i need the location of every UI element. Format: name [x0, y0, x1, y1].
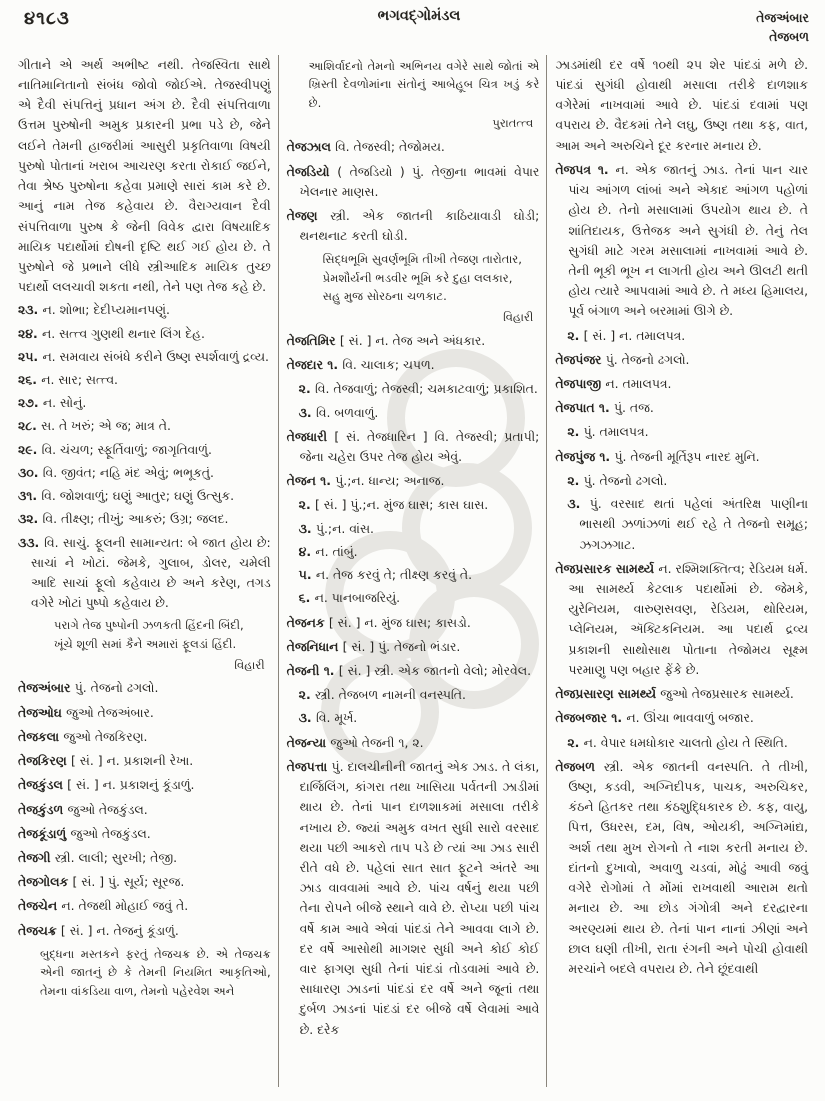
dictionary-entry: તેજગોલક [ સં. ] પું. સૂર્ય; સૂરજ. [18, 874, 185, 890]
dictionary-entry: તેજપંજર પું. તેજનો ઢગલો. [555, 351, 690, 367]
source-attribution: વિહારી [234, 657, 265, 672]
dictionary-entry: તેજપત્ર ૧. ન. એક જાતનું ઝાડ. તેનાં પાન ચાર પાંચ આંગળ લાંબાં અને એકાદ આંગળ પહોળાં હોય છે. તેનો મસાલામાં ઉપયોગ થાય છે. તે શાંતિદાયક, ઉત્તેજક અને સુગંધી છે. તેનું તેલ સુગંધી માટે ગરમ મસાલામાં નાખવામાં આવે છે. તેની ભૂકી ભૂખ ન લાગતી હોય અને ઊલટી થતી હોય ત્યારે આપવામાં આવે છે. તે મધ્ય હિમાલય, પૂર્વ બંગાળ અને બરમામાં ઊગે છે. [555, 161, 809, 319]
headword: તેજન્યા [286, 734, 331, 750]
dictionary-entry: તેજકલા જુઓ તેજકિરણ. [18, 728, 148, 744]
headword: ૪. [298, 543, 316, 559]
dictionary-entry: તેજણ સ્ત્રી. એક જાતની કાઠિયાવાડી ઘોડી; થનથનાટ કરતી ઘોડી. [286, 207, 540, 244]
sense-item: ૨. સ્ત્રી. તેજબળ નામની વનસ્પતિ. [298, 687, 466, 703]
sense-item: ૫. ન. તેજ કરવું તે; તીક્ષ્ણ કરવું તે. [298, 567, 473, 583]
sense-item: ૨. વિ. તેજવાળું; તેજસ્વી; ચમકાટવાળું; પ્રકાશિત. [298, 381, 538, 397]
text-columns [10, 55, 815, 1087]
dictionary-entry: તેજપુંજ ૧. પું. તેજની મૂર્તિરૂપ નારદ મુનિ. [555, 448, 760, 464]
numbered-sense: ૨૫. ન. સમવાય સંબંધે કરીને ઉષ્ણ સ્પર્શવાળું દ્રવ્ય. [18, 348, 269, 364]
headword: તેજઝાલ [286, 139, 336, 155]
headword: ૨૪. [18, 325, 42, 341]
headword: તેજકુંડલ [18, 777, 68, 793]
column-3 [546, 55, 815, 1087]
dictionary-entry: તેજકિરણ [ સં. ] ન. પ્રકાશની રેખા. [18, 753, 194, 769]
column-2 [278, 55, 547, 1087]
headword: તેજપ્રસારણ સામર્થ્ય [555, 686, 661, 702]
headword: તેજપત્ર ૧. [555, 161, 616, 177]
headword: તેજધારી [286, 428, 335, 444]
headword: ૩૨. [18, 511, 43, 527]
dictionary-entry: તેજદાર ૧. વિ. ચાલાક; ચપળ. [286, 357, 435, 373]
body-paragraph: ઝાડમાંથી દર વર્ષે ૧૦થી ૨૫ શેર પાંદડાં મળે છે. પાંદડાં સુગંધી હોવાથી મસાલા તરીકે દાળશાક વગેરેમાં નાખવામાં આવે છે. પાંદડાં દવામાં પણ વપરાય છે. વૈદકમાં તેને લઘુ, ઉષ્ણ તથા કફ, વાત, આમ અને અરુચિને દૂર કરનાર મનાય છે. [555, 56, 809, 153]
headword: ૨. [567, 472, 584, 488]
headword: ૨. [567, 424, 584, 440]
headword: તેજપાત ૧. [555, 400, 614, 416]
dictionary-entry: તેજધારી [ સં. તેજધારિન ] વિ. તેજસ્વી; પ્રતાપી; જેના ચહેરા ઉપર તેજ હોય એવું. [286, 428, 540, 464]
dictionary-entry: તેજનક [ સં. ] ન. મુંજ ઘાસ; કાસડો. [286, 614, 471, 630]
numbered-sense: ૩૦. વિ. જીવંત; નહિ મંદ એવું; ભભૂકતું. [18, 464, 214, 480]
source-attribution: વિહારી [503, 310, 534, 325]
numbered-sense: ૨૮. સ. તે ખરું; એ જ; માત્ર તે. [18, 418, 171, 434]
headword: તેજપત્તા [286, 758, 332, 774]
sense-item: ૨. ન. વેપાર ધમધોકાર ચાલતો હોય તે સ્થિતિ. [567, 734, 788, 750]
headword: ૨૯. [18, 441, 42, 457]
headword: ૩. [567, 496, 590, 512]
dictionary-entry: તેજન ૧. પું.;ન. ધાન્ય; અનાજ. [286, 473, 445, 489]
sense-item: ૪. ન. તાંબું. [298, 543, 358, 559]
dictionary-entry: તેજકૂંડાળું જુઓ તેજકુંડલ. [18, 825, 151, 841]
headword: તેજપુંજ ૧. [555, 448, 615, 464]
numbered-sense: ૨૭. ન. સોનું. [18, 395, 87, 411]
sense-item: ૨. [ સં. ] ન. તમાલપત્ર. [567, 327, 686, 343]
headword: ૨. [567, 734, 584, 750]
citation-quote: આશિર્વાદનો તેમનો અભિનય વગેરે સાથે જોતાં એ ખ્રિસ્તી દેવળોમાંના સંતોનું આબેહૂબ ચિત્ર ખડું કરે છે. [308, 58, 540, 110]
headword: તેજકૂંડાળું [18, 825, 71, 841]
dictionary-entry: તેજપ્રસારણ સામર્થ્ય જુઓ તેજપ્રસારક સામર્થ્ય. [555, 686, 794, 702]
headword: ૨. [298, 381, 315, 397]
headword: તેજપાજી [555, 376, 606, 392]
headword: તેજઅંબાર [18, 680, 75, 696]
headword: ૨૬. [18, 372, 42, 388]
guide-word-top: તેજઅંબાર [756, 10, 809, 25]
headword: ૩૧. [18, 488, 42, 504]
guide-word-bottom: તેજબળ [769, 29, 809, 45]
body-paragraph: ગીતાને એ અર્થ અભીષ્ટ નથી. તેજસ્વિતા સાથે નાતિમાનિતાનો સંબંધ જોવો જોઈએ. તેજસ્વીપણું એ દૈવી સંપત્તિનું પ્રધાન અંગ છે. દૈવી સંપત્તિવાળા ઉત્તમ પુરુષોની અમુક પ્રકારની પ્રભા પડે છે, જેને લઈને તેમની હાજરીમાં આસુરી પ્રકૃતિવાળા વિષયી પુરુષો પોતાનાં ખરાબ આચરણ કરતા રોકાઈ જઈને, તેવા શ્રેષ્ઠ પુરુષોના કહેવા પ્રમાણે સારાં કામ કરે છે. આનું નામ તેજ કહેવાય છે. વૈરાગ્યવાન દૈવી સંપત્તિવાળા પુરુષ કે જેની વિવેક દ્વારા વિષયાદિક માયિક પદાર્થોમાં દોષની દૃષ્ટિ થઈ ગઈ હોય છે. તે પુરુષોને જે પ્રભાને લીધે સ્ત્રીઆદિક માયિક તુચ્છ પદાર્થો લલચાવી શકતા નથી, તેને પણ તેજ કહે છે. [18, 56, 271, 295]
headword: ૩. [298, 404, 316, 420]
headword: ૨૩. [18, 302, 43, 318]
dictionary-entry: તેજઝાલ વિ. તેજસ્વી; તેજોમય. [286, 139, 445, 155]
source-attribution: પુરાતત્ત્વ [492, 116, 534, 131]
dictionary-entry: તેજન્યા જુઓ તેજની ૧, ૨. [286, 734, 424, 750]
dictionary-entry: તેજની ૧. [ સં. ] સ્ત્રી. એક જાતનો વેલો; મોરવેલ. [286, 662, 532, 678]
numbered-sense: ૩૧. વિ. જોશવાળું; ઘણું આતુર; ઘણું ઉત્સુક. [18, 488, 235, 504]
dictionary-entry: તેજતિમિર [ સં. ] ન. તેજ અને અંધકાર. [286, 332, 486, 348]
verse-lines: પરાગે તેજ પુષ્પોની ઝળકતી હિંદની બિંદી, ખૂંચે શૂળી સમાં કૈને અમારાં ફૂલડાં હિંદી. [54, 618, 244, 651]
headword: ૨. [298, 497, 315, 513]
sense-item: ૨. પું. તમાલપત્ર. [567, 424, 649, 440]
headword: તેજચેન [18, 898, 62, 914]
headword: તેજબળ [555, 758, 604, 774]
numbered-sense: ૨૯. વિ. ચંચળ; સ્ફૂર્તિવાળું; જાગૃતિવાળું. [18, 441, 212, 457]
dictionary-entry: તેજકુંડલ [ સં. ] ન. પ્રકાશનું કૂંડાળું. [18, 777, 195, 793]
headword: તેજપંજર [555, 351, 606, 367]
dictionary-entry: તેજઓઘ જુઓ તેજઅંબાર. [18, 704, 154, 720]
dictionary-entry: તેજબળ સ્ત્રી. એક જાતની વનસ્પતિ. તે તીખી, ઉષ્ણ, કડવી, અગ્નિદીપક, પાચક, અરુચિકર, કંઠને હિતકર તથા કંઠશુદ્ધિકારક છે. કફ, વાયુ, પિત્ત, ઉધરસ, દમ, વિષ, ઓયકી, અગ્નિમાંદ્ય, અર્શ તથા મુખ રોગનો તે નાશ કરતી મનાય છે. દાંતનો દુખાવો, અવાળુ ચડવાં, મોઢું આવી જવું વગેરે રોગોમાં તે મોંમાં રાખવાથી આરામ થતો મનાય છે. આ છોડ ગંગોત્રી અને દરદ્વારના અરણ્યમાં થાય છે. તેનાં પાન નાનાં ઝીણાં અને છાલ ઘણી તીખી, રાતા રંગની અને પોચી હોવાથી મરચાંને બદલે વપરાય છે. તેને છૂંદવાથી [555, 758, 809, 976]
headword: તેજનક [286, 614, 329, 630]
sense-item: ૬. ન. પાનબાજરિયું. [298, 590, 401, 606]
dictionary-entry: તેજચક્ર [ સં. ] ન. તેજનું કૂંડાળું. [18, 922, 179, 938]
sense-item: ૩. વિ. બળવાળું. [298, 404, 379, 420]
headword: તેજકુંડળ [18, 801, 68, 817]
headword: તેજદાર ૧. [286, 357, 343, 373]
headword: તેજડિયો [286, 163, 338, 179]
page-number: ૪૧૮૩ [24, 8, 70, 29]
headword: ૩. [298, 520, 316, 536]
headword: ૩૦. [18, 464, 43, 480]
dictionary-entry: તેજપત્તા પું. દાલચીનીની જાતનું એક ઝાડ. તે લંકા, દાર્જિલિંગ, કાંગરા તથા ખાસિયા પર્વતની ઝાડીમાં થાય છે. તેનાં પાન દાળશાકમાં મસાલા તરીકે નખાય છે. જ્યાં અમુક વખત સુધી સારો વરસાદ થયા પછી આકરો તાપ પડે છે ત્યાં આ ઝાડ સારી રીતે વધે છે. પહેલાં સાત સાત ફૂટને અંતરે આ ઝાડ વાવવામાં આવે છે. પાંચ વર્ષનું થયા પછી તેના રોપને બીજે સ્થાને વાવે છે. રોપ્યા પછી પાંચ વર્ષે કામ આવે એવાં પાંદડાં તેને આવવા લાગે છે. દર વર્ષે આસોથી માગશર સુધી અને કોઈ કોઈ વાર ફાગણ સુધી તેનાં પાંદડાં તોડવામાં આવે છે. સાધારણ ઝાડનાં પાંદડાં દર વર્ષે અને જૂનાં તથા દુર્બળ ઝાડનાં પાંદડાં દર બીજે વર્ષે લેવામાં આવે છે. દરેક [286, 758, 540, 1037]
headword: ૨૭. [18, 395, 43, 411]
headword: તેજબજાર ૧. [555, 710, 627, 726]
book-title: ભગવદ્ગોમંડલ [377, 8, 461, 24]
dictionary-entry: તેજકુંડળ જુઓ તેજકુંડલ. [18, 801, 148, 817]
sense-item: ૨. પું. તેજનો ઢગલો. [567, 472, 668, 488]
column-1 [10, 55, 278, 1087]
guide-words [756, 8, 809, 47]
dictionary-entry: તેજડિયો ( તેજડિયો ) પું. તેજીના ભાવમાં વેપાર ખેલનાર માણસ. [286, 163, 540, 199]
headword: તેજકલા [18, 728, 64, 744]
headword: તેજતિમિર [286, 332, 340, 348]
verse-lines: સિદ્ધભૂમિ સુવર્ણભૂમિ તીખી તેજણ તારોતાર, પ્રેમશૌર્યની ભડવીર ભૂમિ કરે દુહા લલકાર, સહુ મુજ સોરઠના ચળકાટ. [322, 252, 522, 304]
headword: તેજગી [18, 849, 55, 865]
headword: ૫. [298, 567, 316, 583]
citation-quote: બુદ્ધના મસ્તકને ફરતું તેજચક્ર છે. એ તેજચક્ર એની જાતનું છે કે તેમની નિયમિત આકૃતિઓ, તેમના વાંકડિયા વાળ, તેમનો પહેરવેશ અને [40, 946, 271, 998]
headword: ૨૮. [18, 418, 42, 434]
numbered-sense: ૩૨. વિ. તીક્ષ્ણ; તીખું; આકરું; ઉગ્ર; જલદ. [18, 511, 229, 527]
dictionary-entry: તેજપાત ૧. પું. તજ. [555, 400, 654, 416]
headword: તેજન ૧. [286, 473, 336, 489]
dictionary-entry: તેજઅંબાર પું. તેજનો ઢગલો. [18, 680, 159, 696]
numbered-sense: ૨૪. ન. સત્ત્વ ગુણથી થનાર લિંગ દેહ. [18, 325, 205, 341]
page-header [10, 6, 815, 47]
headword: ૨. [298, 687, 315, 703]
dictionary-entry: તેજચેન ન. તેજથી મોહાઈ જવું તે. [18, 898, 189, 914]
headword: તેજગોલક [18, 874, 73, 890]
headword: તેજકિરણ [18, 753, 72, 769]
headword: તેજચક્ર [18, 922, 61, 938]
numbered-sense: ૨૩. ન. શોભા; દેદીપ્યમાનપણું. [18, 302, 170, 318]
sense-item: ૨. [ સં. ] પું.;ન. મુંજ ઘાસ; કાસ ઘાસ. [298, 497, 489, 513]
headword: તેજઓઘ [18, 704, 67, 720]
headword: તેજની ૧. [286, 662, 339, 678]
dictionary-entry: તેજપાજી ન. તમાલપત્ર. [555, 376, 672, 392]
headword: તેજનિધાન [286, 638, 343, 654]
sense-item: ૩. વિ. મૂર્ખ. [298, 710, 358, 726]
dictionary-entry: તેજબજાર ૧. ન. ઊંચા ભાવવાળું બજાર. [555, 710, 754, 726]
headword: તેજણ [286, 207, 331, 223]
dictionary-entry: તેજગી સ્ત્રી. લાલી; સુરખી; તેજી. [18, 849, 178, 865]
headword: ૨. [567, 327, 584, 343]
sense-item: ૩. પું.;ન. વાંસ. [298, 520, 374, 536]
numbered-sense: ૨૬. ન. સાર; સત્ત્વ. [18, 372, 118, 388]
headword: તેજપ્રસારક સામર્થ્ય [555, 560, 659, 576]
dictionary-entry: તેજપ્રસારક સામર્થ્ય ન. રશ્મિશક્તિત્વ; રેડિયમ ધર્મ. આ સામર્થ્ય કેટલાક પદાર્થોમાં છે. જેમકે, યુરેનિયમ, વારુણસવણ, રેડિયમ, થોરિયમ, પ્લેનિયમ, ઍક્ટિકનિયમ. આ પદાર્થ દ્રવ્ય પ્રકાશની સાથોસાથ પોતાના તેજોમય સૂક્ષ્મ પરમાણુ પણ બહાર ફેંકે છે. [555, 560, 809, 677]
headword: ૩. [298, 710, 316, 726]
headword: ૬. [298, 590, 315, 606]
headword: ૨૫. [18, 348, 43, 364]
numbered-sense: ૩૩. વિ. સાચું. ફૂલની સામાન્યત: બે જાત હોય છે: સાચાં ને ખોટાં. જેમકે, ગુલાબ, ડોલર, ચમેલી આદિ સાચાં ફૂલો કહેવાય છે અને કરેણ, તગડ વગેરે ખોટાં પુષ્પો કહેવાય છે. [18, 534, 271, 611]
sense-item: ૩. પું. વરસાદ થતાં પહેલાં અંતરિક્ષ પાણીના ભાસથી ઝળાંઝળાં થઈ રહે તે તેજનો સમૂહ; ઝગઝગાટ. [567, 496, 809, 552]
dictionary-entry: તેજનિધાન [ સં. ] પું. તેજનો ભંડાર. [286, 638, 461, 654]
headword: ૩૩. [18, 534, 45, 550]
